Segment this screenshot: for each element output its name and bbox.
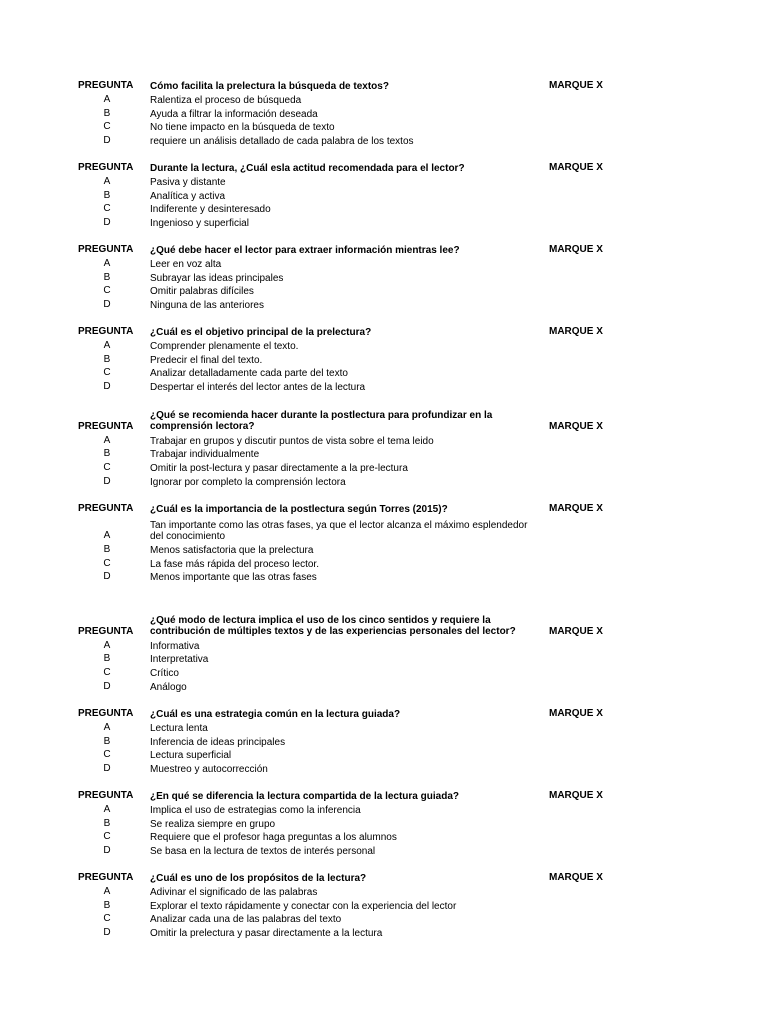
option-text: Se realiza siempre en grupo <box>150 819 276 830</box>
option-letter: C <box>103 203 111 214</box>
option-letter: B <box>103 354 111 365</box>
question-label: PREGUNTA <box>78 708 134 719</box>
option-letter: D <box>103 217 111 228</box>
option-letter: C <box>103 749 111 760</box>
mark-x-label: MARQUE X <box>549 872 603 883</box>
option-letter: D <box>103 476 111 487</box>
option-letter: A <box>103 340 111 351</box>
option-letter: B <box>103 272 111 283</box>
option-text: La fase más rápida del proceso lector. <box>150 559 319 570</box>
option-text: Adivinar el significado de las palabras <box>150 887 318 898</box>
option-text: Despertar el interés del lector antes de la lectura <box>150 382 366 393</box>
option-letter: C <box>103 831 111 842</box>
mark-x-label: MARQUE X <box>549 326 603 337</box>
option-letter: B <box>103 448 111 459</box>
option-letter: C <box>103 462 111 473</box>
option-letter: A <box>103 804 111 815</box>
option-text: Ingenioso y superficial <box>150 218 249 229</box>
option-text: Interpretativa <box>150 654 209 665</box>
option-text: Informativa <box>150 641 200 652</box>
option-text: Requiere que el profesor haga preguntas a los alumnos <box>150 832 397 843</box>
option-text: Menos satisfactoria que la prelectura <box>150 545 314 556</box>
question-text: ¿Qué modo de lectura implica el uso de los cinco sentidos y requiere la contribución de múltiples textos y de las experiencias personales del lector? <box>150 615 516 637</box>
option-text: Comprender plenamente el texto. <box>150 341 299 352</box>
question-label: PREGUNTA <box>78 162 134 173</box>
option-letter: D <box>103 571 111 582</box>
option-letter: C <box>103 285 111 296</box>
option-letter: C <box>103 121 111 132</box>
option-text: Muestreo y autocorrección <box>150 764 268 775</box>
option-text: Analizar detalladamente cada parte del texto <box>150 368 348 379</box>
option-text: Subrayar las ideas principales <box>150 273 284 284</box>
question-text: ¿Cuál es uno de los propósitos de la lectura? <box>150 873 367 884</box>
option-text: Leer en voz alta <box>150 259 222 270</box>
option-text: Omitir la post-lectura y pasar directamente a la pre-lectura <box>150 463 408 474</box>
option-text: Inferencia de ideas principales <box>150 737 286 748</box>
question-label: PREGUNTA <box>78 790 134 801</box>
option-text: Implica el uso de estrategias como la inferencia <box>150 805 361 816</box>
question-text: ¿Cuál es el objetivo principal de la prelectura? <box>150 327 372 338</box>
option-letter: D <box>103 763 111 774</box>
option-letter: C <box>103 913 111 924</box>
mark-x-label: MARQUE X <box>549 790 603 801</box>
option-letter: C <box>103 667 111 678</box>
option-text: Ninguna de las anteriores <box>150 300 264 311</box>
question-label: PREGUNTA <box>78 326 134 337</box>
option-letter: B <box>103 818 111 829</box>
option-letter: B <box>103 108 111 119</box>
question-text: ¿Qué se recomienda hacer durante la postlectura para profundizar en la comprensión lectora? <box>150 410 493 432</box>
option-letter: D <box>103 135 111 146</box>
option-text: Analizar cada una de las palabras del texto <box>150 914 342 925</box>
option-text: Omitir la prelectura y pasar directamente a la lectura <box>150 928 383 939</box>
question-label: PREGUNTA <box>78 626 134 637</box>
mark-x-label: MARQUE X <box>549 421 603 432</box>
option-text: Análogo <box>150 682 187 693</box>
question-label: PREGUNTA <box>78 244 134 255</box>
option-text: Lectura superficial <box>150 750 232 761</box>
option-text: Tan importante como las otras fases, ya que el lector alcanza el máximo esplendedor del conocimiento <box>150 520 528 542</box>
option-letter: A <box>103 94 111 105</box>
mark-x-label: MARQUE X <box>549 244 603 255</box>
option-text: Analítica y activa <box>150 191 226 202</box>
question-label: PREGUNTA <box>78 503 134 514</box>
question-text: ¿Cuál es la importancia de la postlectura según Torres (2015)? <box>150 504 448 515</box>
option-letter: A <box>103 530 111 541</box>
option-text: Se basa en la lectura de textos de interés personal <box>150 846 376 857</box>
option-letter: A <box>103 640 111 651</box>
option-letter: D <box>103 299 111 310</box>
option-text: Explorar el texto rápidamente y conectar con la experiencia del lector <box>150 901 457 912</box>
option-text: Trabajar en grupos y discutir puntos de vista sobre el tema leido <box>150 436 434 447</box>
option-text: Lectura lenta <box>150 723 208 734</box>
option-letter: A <box>103 176 111 187</box>
option-text: No tiene impacto en la búsqueda de texto <box>150 122 335 133</box>
option-letter: A <box>103 722 111 733</box>
option-text: Indiferente y desinteresado <box>150 204 271 215</box>
option-letter: D <box>103 681 111 692</box>
option-letter: B <box>103 544 111 555</box>
option-letter: A <box>103 258 111 269</box>
option-letter: B <box>103 190 111 201</box>
question-label: PREGUNTA <box>78 872 134 883</box>
question-text: ¿Qué debe hacer el lector para extraer información mientras lee? <box>150 245 460 256</box>
question-label: PREGUNTA <box>78 421 134 432</box>
option-text: Ralentiza el proceso de búsqueda <box>150 95 302 106</box>
option-letter: B <box>103 736 111 747</box>
option-letter: D <box>103 845 111 856</box>
option-letter: C <box>103 558 111 569</box>
mark-x-label: MARQUE X <box>549 503 603 514</box>
option-letter: B <box>103 900 111 911</box>
option-text: Predecir el final del texto. <box>150 355 263 366</box>
option-text: requiere un análisis detallado de cada palabra de los textos <box>150 136 414 147</box>
mark-x-label: MARQUE X <box>549 162 603 173</box>
question-text: Cómo facilita la prelectura la búsqueda de textos? <box>150 81 389 92</box>
mark-x-label: MARQUE X <box>549 708 603 719</box>
option-letter: A <box>103 886 111 897</box>
option-text: Crítico <box>150 668 179 679</box>
option-text: Ayuda a filtrar la información deseada <box>150 109 318 120</box>
question-text: Durante la lectura, ¿Cuál esla actitud recomendada para el lector? <box>150 163 465 174</box>
question-text: ¿Cuál es una estrategia común en la lectura guiada? <box>150 709 401 720</box>
mark-x-label: MARQUE X <box>549 626 603 637</box>
option-letter: D <box>103 927 111 938</box>
option-text: Ignorar por completo la comprensión lectora <box>150 477 346 488</box>
option-letter: D <box>103 381 111 392</box>
option-text: Trabajar individualmente <box>150 449 260 460</box>
question-label: PREGUNTA <box>78 80 134 91</box>
option-text: Pasiva y distante <box>150 177 226 188</box>
option-letter: C <box>103 367 111 378</box>
mark-x-label: MARQUE X <box>549 80 603 91</box>
option-letter: B <box>103 653 111 664</box>
option-text: Omitir palabras difíciles <box>150 286 254 297</box>
option-letter: A <box>103 435 111 446</box>
option-text: Menos importante que las otras fases <box>150 572 317 583</box>
question-text: ¿En qué se diferencia la lectura compartida de la lectura guiada? <box>150 791 459 802</box>
